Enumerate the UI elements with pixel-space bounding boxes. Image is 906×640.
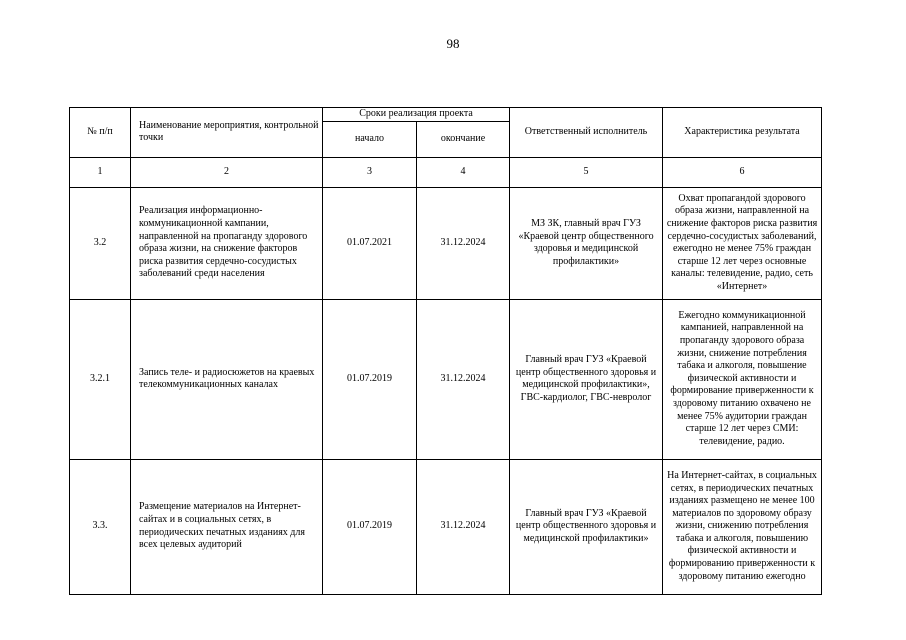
header-period: Сроки реализация проекта [323,108,510,122]
row-name: Запись теле- и радиосюжетов на краевых телекоммуникационных каналах [131,299,323,459]
column-number: 5 [510,157,663,187]
header-num: № п/п [70,108,131,158]
column-number-row [70,157,822,187]
column-number: 4 [417,157,510,187]
row-end-date: 31.12.2024 [417,299,510,459]
column-number: 6 [663,157,822,187]
row-start-date: 01.07.2021 [323,187,417,299]
table-row [70,299,822,459]
row-name: Размещение материалов на Интернет-сайтах и в социальных сетях, в периодических печатных изданиях для всех целевых аудиторий [131,459,323,594]
activity-plan-table [69,107,822,595]
table-row [70,187,822,299]
row-responsible: Главный врач ГУЗ «Краевой центр общественного здоровья и медицинской профилактики» [510,459,663,594]
header-name: Наименование мероприятия, контрольной точки [131,108,323,158]
row-num: 3.3. [70,459,131,594]
header-row [70,108,822,122]
row-end-date: 31.12.2024 [417,459,510,594]
header-result: Характеристика результата [663,108,822,158]
row-end-date: 31.12.2024 [417,187,510,299]
row-result: Ежегодно коммуникационной кампанией, направленной на пропаганду здорового образа жизни, снижение потребления табака и алкоголя, повышение физической активности и формирование приверженности к здоровому питанию охвачено не менее 75% аудитории граждан старше 12 лет через СМИ: телевидение, радио. [663,299,822,459]
column-number: 1 [70,157,131,187]
header-start: начало [323,121,417,157]
column-number: 2 [131,157,323,187]
header-end: окончание [417,121,510,157]
row-name: Реализация информационно-коммуникационной кампании, направленной на пропаганду здорового образа жизни, на снижение факторов риска развития сердечно-сосудистых заболеваний среди населения [131,187,323,299]
page-number: 98 [446,36,460,51]
row-start-date: 01.07.2019 [323,459,417,594]
row-result: На Интернет-сайтах, в социальных сетях, в периодических печатных изданиях размещено не менее 100 материалов по здоровому образу жизни, снижению потребления табака и алкоголя, повышению физической активности и формированию приверженности к здоровому питанию ежегодно [663,459,822,594]
row-responsible: МЗ ЗК, главный врач ГУЗ «Краевой центр общественного здоровья и медицинской профилактики» [510,187,663,299]
row-num: 3.2.1 [70,299,131,459]
column-number: 3 [323,157,417,187]
row-num: 3.2 [70,187,131,299]
header-responsible: Ответственный исполнитель [510,108,663,158]
row-result: Охват пропагандой здорового образа жизни, направленной на снижение факторов риска развития сердечно-сосудистых заболеваний, ежегодно не менее 75% граждан старше 12 лет через основные каналы: телевидение, радио, сеть «Интернет» [663,187,822,299]
table-row [70,459,822,594]
row-responsible: Главный врач ГУЗ «Краевой центр общественного здоровья и медицинской профилактики», ГВС-кардиолог, ГВС-невролог [510,299,663,459]
row-start-date: 01.07.2019 [323,299,417,459]
